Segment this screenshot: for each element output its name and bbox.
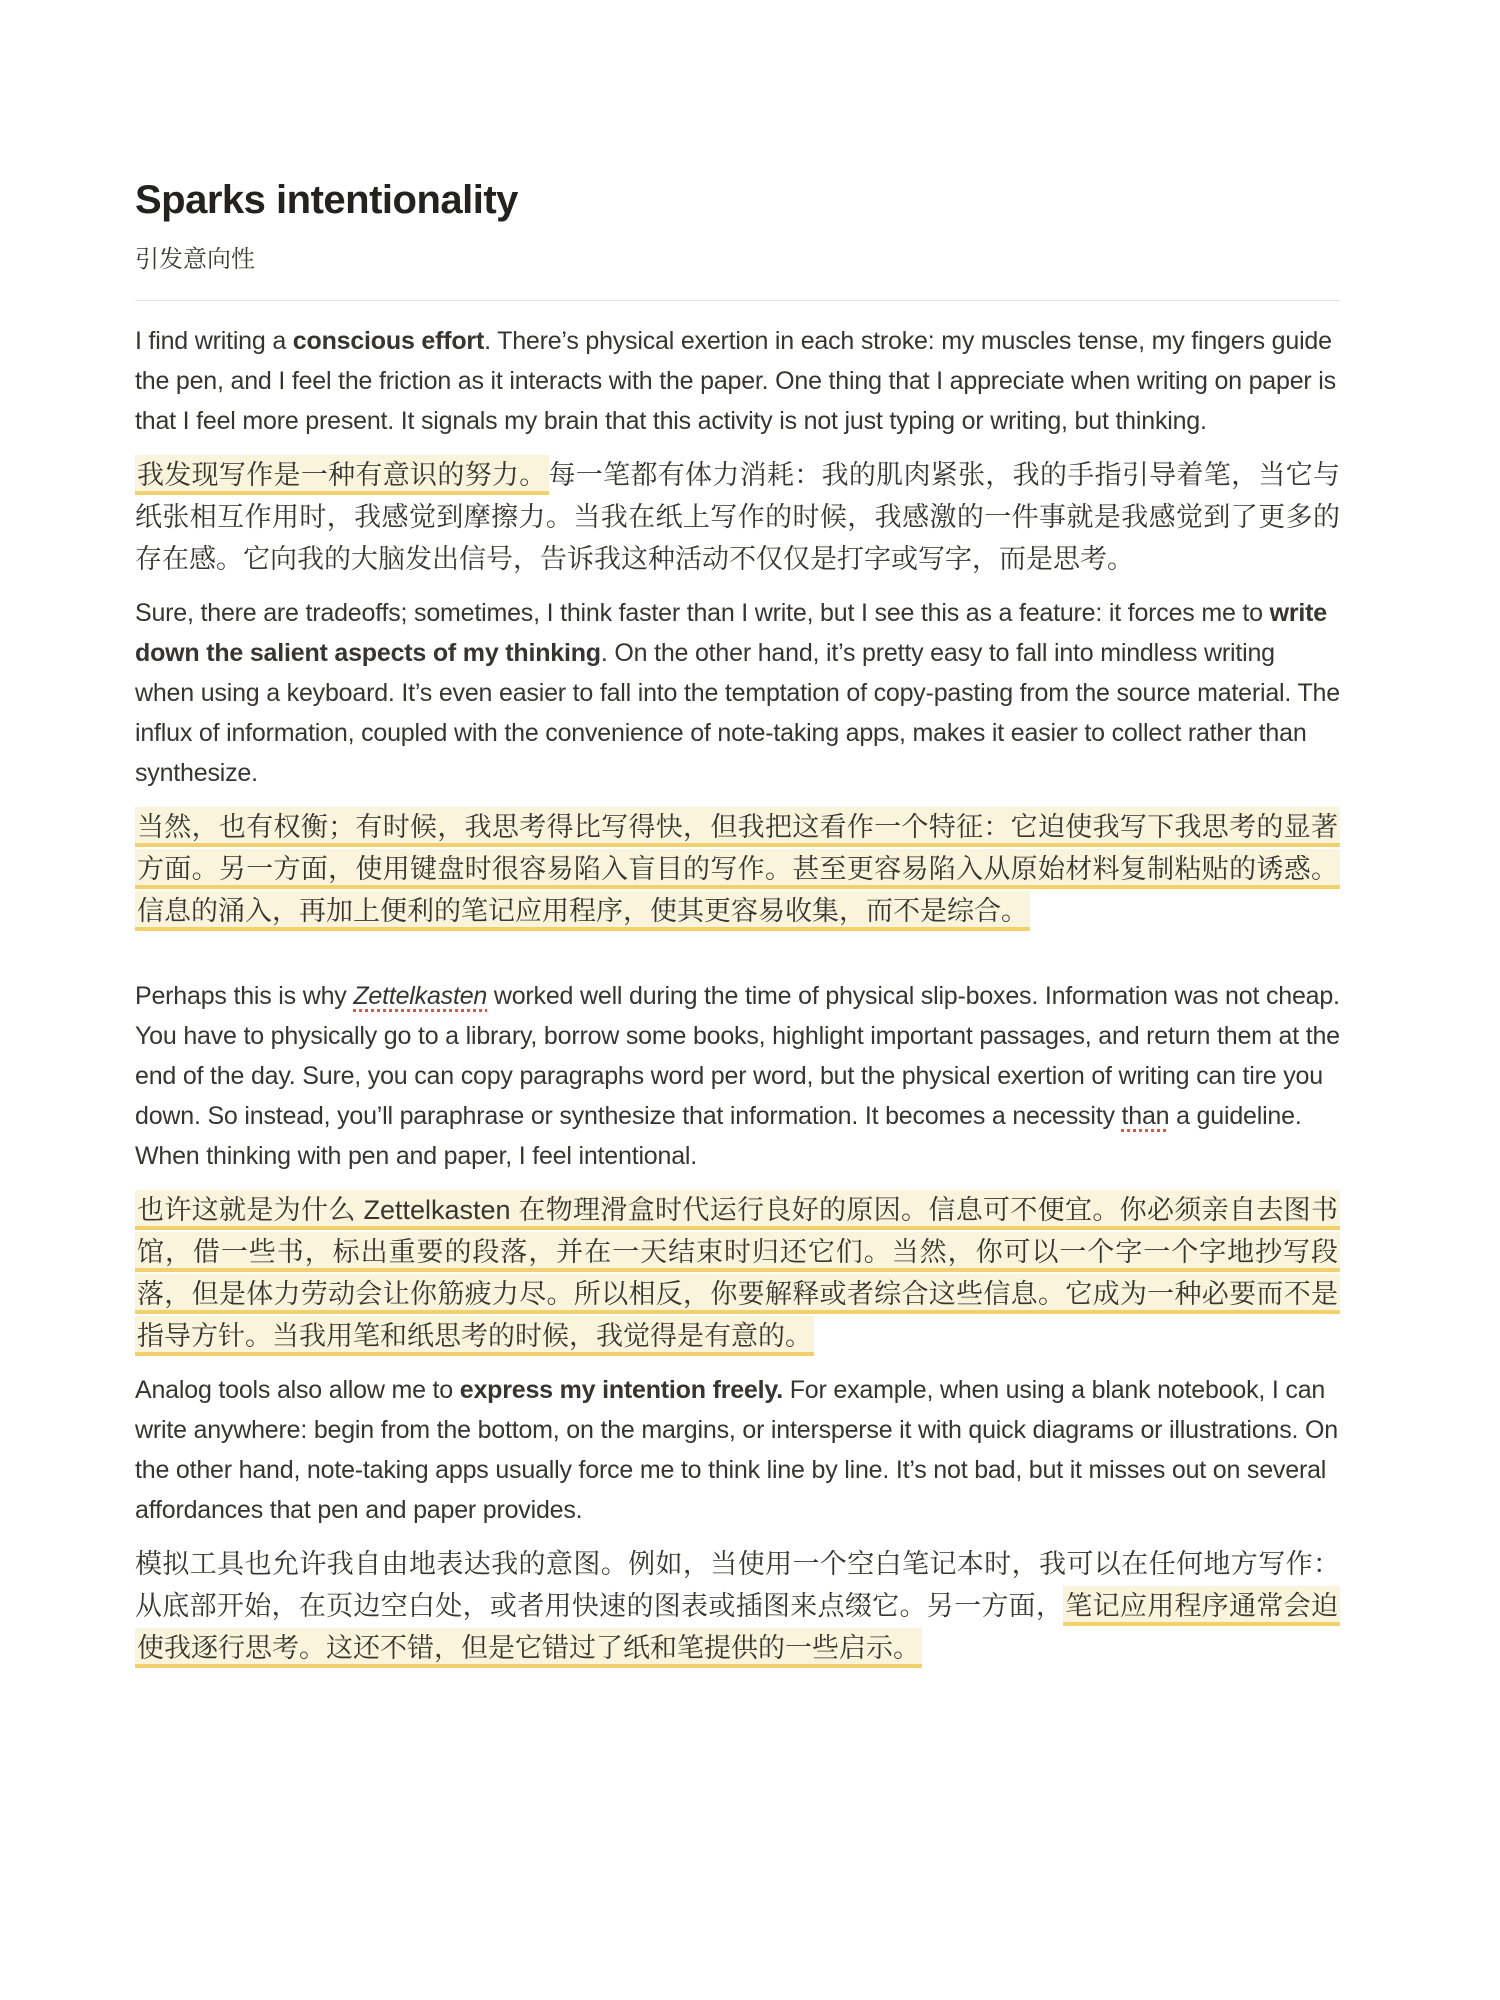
text-run: write down the salient aspects of my thinking [135,599,1327,667]
highlighted-text-run: 当然，也有权衡；有时候，我思考得比写得快，但我把这看作一个特征：它迫使我写下我思考的显著方面。另一方面，使用键盘时很容易陷入盲目的写作。甚至更容易陷入从原始材料复制粘贴的诱惑。信息的涌入，再加上便利的笔记应用程序，使其更容易收集，而不是综合。 [135,807,1340,931]
text-run: For example, when using a blank notebook, I can write anywhere: begin from the bottom, on the margins, or intersperse it with quick diagrams or illustrations. On the other hand, note-taking apps usually force me to think line by line. It’s not bad, but it misses out on several affordances that pen and paper provides. [135,1376,1338,1524]
divider [135,300,1340,301]
text-run: Analog tools also allow me to [135,1376,460,1404]
paragraph-2-zh [135,454,1340,580]
text-run: . There’s physical exertion in each stroke: my muscles tense, my fingers guide the pen, and I feel the friction as it interacts with the paper. One thing that I appreciate when writing on paper is that I feel more present. It signals my brain that this activity is not just typing or writing, but thinking. [135,327,1336,435]
text-run: a guideline. When thinking with pen and paper, I feel intentional. [135,1102,1302,1170]
text-run: . On the other hand, it’s pretty easy to fall into mindless writing when using a keyboard. It’s even easier to fall into the temptation of copy-pasting from the source material. The influx of information, coupled with the convenience of note-taking apps, makes it easier to collect rather than synthesize. [135,639,1340,787]
highlighted-text-run: 也许这就是为什么 Zettelkasten 在物理滑盒时代运行良好的原因。信息可不便宜。你必须亲自去图书馆，借一些书，标出重要的段落，并在一天结束时归还它们。当然，你可以一个字一个字地抄写段落，但是体力劳动会让你筋疲力尽。所以相反，你要解释或者综合这些信息。它成为一种必要而不是指导方针。当我用笔和纸思考的时候，我觉得是有意的。 [135,1190,1340,1356]
misspelled-word: Zettelkasten [353,982,488,1010]
text-run: 模拟工具也允许我自由地表达我的意图。例如，当使用一个空白笔记本时，我可以在任何地方写作：从底部开始，在页边空白处，或者用快速的图表或插图来点缀它。另一方面， [135,1549,1340,1621]
paragraph-1-en [135,321,1340,441]
paragraph-5-en [135,976,1340,1176]
paragraph-3-en [135,593,1340,793]
highlighted-text-run: 笔记应用程序通常会迫使我逐行思考。这还不错，但是它错过了纸和笔提供的一些启示。 [135,1586,1340,1668]
text-run: worked well during the time of physical slip-boxes. Information was not cheap. You have to physically go to a library, borrow some books, highlight important passages, and return them at the end of the day. Sure, you can copy paragraphs word per word, but the physical exertion of writing can tire you down. So instead, you’ll paraphrase or synthesize that information. It becomes a necessity [135,982,1340,1130]
paragraph-6-zh [135,1189,1340,1357]
page-subtitle: 引发意向性 [135,246,255,273]
text-run: I find writing a [135,327,293,355]
paragraph-8-zh [135,1543,1340,1669]
text-run: 每一笔都有体力消耗：我的肌肉紧张，我的手指引导着笔，当它与纸张相互作用时，我感觉到摩擦力。当我在纸上写作的时候，我感激的一件事就是我感觉到了更多的存在感。它向我的大脑发出信号，告诉我这种活动不仅仅是打字或写字，而是思考。 [135,460,1341,574]
text-run: express my intention freely. [459,1376,783,1404]
text-run: Sure, there are tradeoffs; sometimes, I think faster than I write, but I see this as a feature: it forces me to [135,599,1270,627]
highlighted-text-run: 我发现写作是一种有意识的努力。 [135,455,549,495]
page-title: Sparks intentionality [135,178,518,222]
paragraph-4-zh [135,806,1340,932]
text-run: Perhaps this is why [135,982,354,1010]
article-body [135,321,1340,1669]
misspelled-word: than [1121,1102,1170,1130]
paragraph-7-en [135,1370,1340,1530]
text-run: conscious effort [292,327,485,355]
document-page [135,0,1340,1669]
